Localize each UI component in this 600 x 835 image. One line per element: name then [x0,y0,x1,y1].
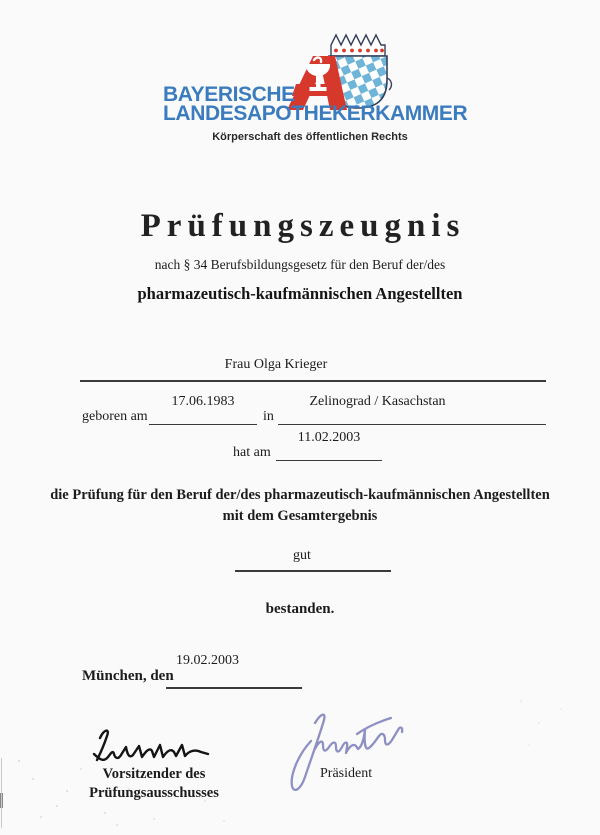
profession-text: pharmazeutisch-kaufmännischen Angestellten [137,284,463,303]
president-role: Präsident [320,766,373,781]
scan-edge-line [1,758,2,828]
statement-line1: die Prüfung für den Beruf der/des pharmazeutisch-kaufmännischen Angestellten [50,487,550,503]
chairman-role-line2: Prüfungsausschusses [89,785,219,801]
scan-noise-bottom-left [18,760,20,762]
legal-form-text: Körperschaft des öffentlichen Rechts [212,131,408,143]
in-label: in [263,409,274,424]
intro-text: nach § 34 Berufsbildungsgesetz für den Beruf der/des [154,257,446,272]
exam-date-value: 11.02.2003 [297,430,361,445]
chairman-role-line1: Vorsitzender des [102,766,206,782]
chamber-logo-graphic [283,30,398,112]
crown-icon [331,35,385,56]
result-text: bestanden. [265,601,335,617]
exam-label: hat am [233,445,271,460]
grade-underline [235,570,391,572]
exam-date-underline [276,460,382,461]
born-label: geboren am [82,409,148,424]
birth-place-value: Zelinograd / Kasachstan [309,394,446,409]
holder-name-underline [80,380,546,382]
place-label: München, den [82,668,174,684]
holder-name: Frau Olga Krieger [224,357,328,372]
birth-place-underline [278,424,546,425]
president-signature-scribble [281,701,421,799]
chamber-logo [283,30,398,112]
certificate-title: Prüfungszeugnis [140,208,466,244]
issue-date-underline [166,687,302,689]
org-name-line1: BAYERISCHE [163,83,295,106]
birth-date-underline [149,424,257,425]
chairman-role [68,765,240,803]
org-name-line2: LANDESAPOTHEKERKAMMER [163,102,468,125]
scan-noise-right [520,700,522,702]
birth-date-value: 17.06.1983 [171,394,235,409]
statement-line2: mit dem Gesamtergebnis [222,508,378,524]
chairman-signature-scribble [90,724,222,768]
issue-date-value: 19.02.2003 [176,653,239,668]
grade-value: gut [293,548,311,563]
